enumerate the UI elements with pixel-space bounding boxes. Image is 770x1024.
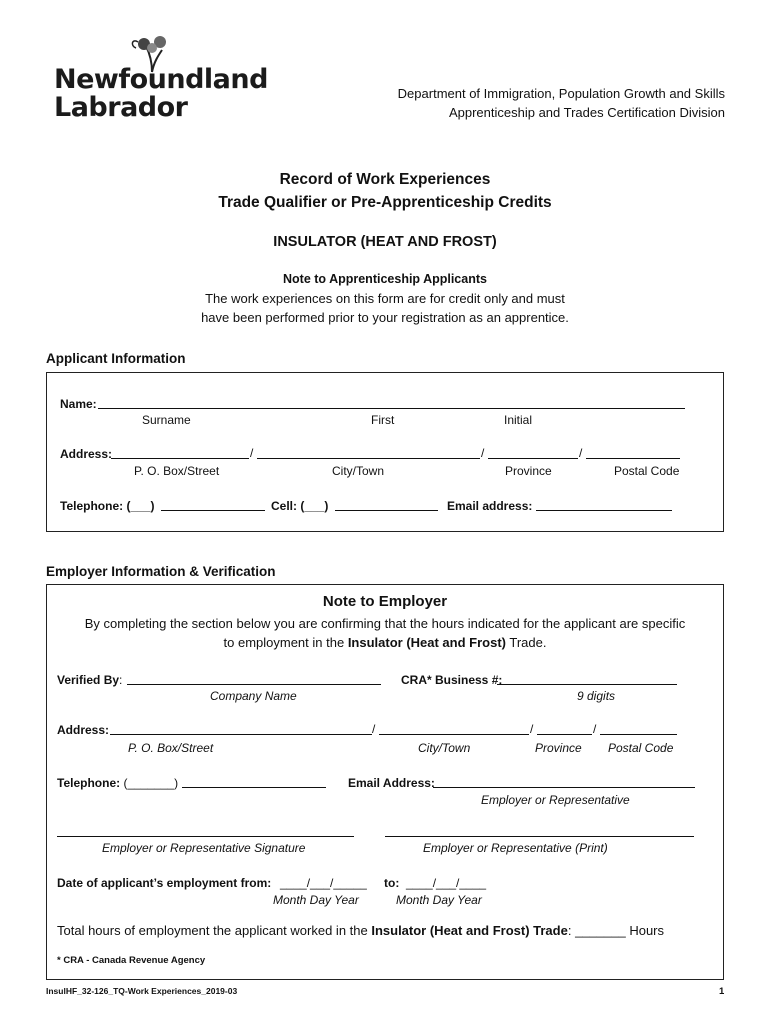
applicant-section-title: Applicant Information — [46, 351, 186, 366]
from-date-caption: Month Day Year — [273, 893, 359, 907]
surname-caption: Surname — [142, 413, 191, 427]
dept-line-2: Apprenticeship and Trades Certification Division — [448, 105, 725, 120]
employer-telephone-label — [57, 776, 178, 790]
employer-city-field[interactable] — [379, 723, 529, 735]
employer-telephone-field[interactable] — [182, 776, 326, 788]
date-from-field[interactable]: ____/___/_____ — [280, 876, 367, 890]
note-line-1: The work experiences on this form are for credit only and must — [205, 291, 565, 306]
telephone-paren: (_______) — [123, 776, 179, 790]
verified-by-field[interactable] — [127, 673, 381, 685]
date-to-field[interactable]: ____/___/____ — [406, 876, 487, 890]
hours-trade: Insulator (Heat and Frost) Trade — [371, 923, 568, 938]
logo-line-newfoundland: Newfoundland — [54, 64, 268, 95]
total-hours-field[interactable]: _______ — [575, 923, 626, 938]
nl-logo — [52, 34, 268, 124]
email-field[interactable] — [536, 499, 672, 511]
to-date-caption: Month Day Year — [396, 893, 482, 907]
name-label — [60, 397, 97, 411]
hours-unit: Hours — [629, 923, 665, 938]
form-title — [0, 168, 770, 214]
employer-address-label: Address: — [57, 723, 110, 737]
name-label-text: Name: — [60, 397, 97, 411]
hours-pre: Total hours of employment the applicant worked in the — [57, 923, 372, 938]
employer-telephone-text: Telephone: — [57, 776, 121, 790]
employer-postal-caption: Postal Code — [608, 741, 674, 755]
city-caption: City/Town — [332, 464, 385, 478]
cra-field[interactable] — [497, 673, 677, 685]
telephone-field[interactable] — [161, 499, 265, 511]
nine-digits-caption: 9 digits — [577, 689, 616, 703]
logo-line-labrador: Labrador — [54, 92, 188, 123]
address-province-field[interactable] — [488, 447, 578, 459]
employer-street-field[interactable] — [110, 723, 372, 735]
trade-title: INSULATOR (HEAT AND FROST) — [273, 234, 497, 250]
employer-province-caption: Province — [535, 741, 582, 755]
employer-province-field[interactable] — [537, 723, 592, 735]
slash: / — [579, 446, 583, 460]
applicant-note-body — [0, 289, 770, 327]
slash: / — [372, 722, 376, 736]
employer-postal-field[interactable] — [600, 723, 677, 735]
cell-field[interactable] — [335, 499, 438, 511]
note-pre: to employment in the — [223, 635, 348, 650]
postal-caption: Postal Code — [614, 464, 680, 478]
province-caption: Province — [505, 464, 552, 478]
page-number: 1 — [719, 986, 725, 997]
po-box-caption: P. O. Box/Street — [134, 464, 220, 478]
date-to-label: to: — [384, 876, 400, 890]
signature-field[interactable] — [57, 825, 354, 837]
print-caption: Employer or Representative (Print) — [423, 841, 608, 855]
signature-caption: Employer or Representative Signature — [102, 841, 306, 855]
verified-label-text: Verified By — [57, 673, 120, 687]
address-city-field[interactable] — [257, 447, 480, 459]
print-name-field[interactable] — [385, 825, 694, 837]
note-post: Trade. — [506, 635, 547, 650]
employer-email-label: Email Address: — [348, 776, 435, 790]
cell-label: Cell: (___) — [271, 499, 329, 513]
employer-section-title: Employer Information & Verification — [46, 564, 276, 579]
note-trade: Insulator (Heat and Frost) — [347, 635, 506, 650]
initial-caption: Initial — [504, 413, 533, 427]
telephone-label: Telephone: (___) — [60, 499, 155, 513]
slash: / — [250, 446, 254, 460]
verified-colon: : — [119, 673, 123, 687]
title-line-2: Trade Qualifier or Pre-Apprenticeship Credits — [218, 194, 552, 211]
hours-colon: : — [567, 923, 572, 938]
slash: / — [593, 722, 597, 736]
cra-footnote: * CRA - Canada Revenue Agency — [57, 955, 206, 966]
address-label: Address: — [60, 447, 113, 461]
verified-label — [57, 673, 122, 687]
total-hours-line — [57, 923, 664, 938]
dept-line-1: Department of Immigration, Population Growth and Skills — [397, 86, 725, 101]
employer-city-caption: City/Town — [418, 741, 471, 755]
slash: / — [481, 446, 485, 460]
employer-email-field[interactable] — [433, 776, 695, 788]
department-header — [398, 84, 725, 122]
company-name-caption: Company Name — [210, 689, 297, 703]
address-street-field[interactable] — [111, 447, 249, 459]
employer-note-line-1: By completing the section below you are confirming that the hours indicated for the applicant are specific — [84, 616, 686, 631]
applicant-note-heading: Note to Apprenticeship Applicants — [283, 272, 487, 286]
cra-label: CRA* Business #: — [401, 673, 503, 687]
address-postal-field[interactable] — [586, 447, 680, 459]
note-line-2: have been performed prior to your registration as an apprentice. — [201, 310, 569, 325]
employment-date-label: Date of applicant’s employment from: — [57, 876, 272, 890]
document-id: InsulHF_32-126_TQ-Work Experiences_2019-03 — [46, 986, 238, 996]
slash: / — [530, 722, 534, 736]
employer-note-heading: Note to Employer — [322, 593, 448, 610]
first-caption: First — [371, 413, 395, 427]
employer-rep-caption: Employer or Representative — [481, 793, 630, 807]
name-field[interactable] — [98, 397, 685, 409]
email-label: Email address: — [447, 499, 533, 513]
employer-note-line-2 — [46, 633, 724, 652]
title-line-1: Record of Work Experiences — [279, 171, 491, 188]
employer-note-body — [46, 614, 724, 652]
employer-po-box-caption: P. O. Box/Street — [128, 741, 214, 755]
